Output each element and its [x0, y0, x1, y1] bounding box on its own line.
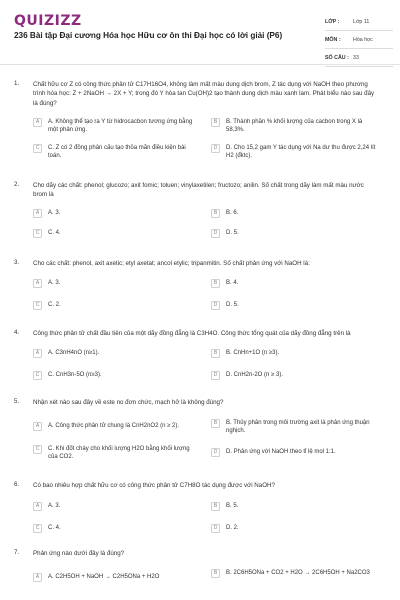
option-text: C. 2. [48, 302, 61, 308]
option-b[interactable] [211, 569, 376, 578]
meta-key: SỐ CÂU : [325, 54, 349, 61]
option-d[interactable] [211, 524, 376, 533]
option-text: B. 6. [226, 210, 239, 216]
meta-table [325, 13, 393, 67]
option-text: A. Không thể tạo ra Y từ hidrocacbon tương ứng bằng một phản ứng. [48, 119, 193, 134]
option-b[interactable] [211, 209, 376, 218]
option-letter-box: B [211, 279, 220, 288]
worksheet-header [0, 0, 400, 64]
question-text: Công thức phân tử chất đầu tiên của một dãy đồng đẳng là C3H4O. Công thức tổng quát của dãy đồng đẳng trên là [33, 330, 351, 337]
option-letter-box: A [33, 279, 42, 288]
meta-key: MÔN : [325, 36, 341, 43]
option-a[interactable] [33, 422, 198, 431]
option-letter-box: A [33, 502, 42, 511]
option-d[interactable] [211, 448, 376, 457]
option-text: B. CnHn+1O (n ≥3). [226, 350, 280, 356]
question-number: 4. [14, 329, 20, 336]
option-letter-box: C [33, 229, 42, 238]
option-text: C. 4. [48, 230, 61, 236]
option-b[interactable] [211, 279, 376, 288]
option-text: A. 3. [48, 503, 61, 509]
option-text: D. CnH2n-2O (n ≥ 3). [226, 372, 283, 378]
option-text: D. 2. [226, 525, 239, 531]
question-number: 6. [14, 481, 20, 488]
meta-row-class [325, 13, 393, 31]
option-b[interactable] [211, 118, 376, 135]
option-a[interactable] [33, 118, 198, 135]
option-a[interactable] [33, 279, 198, 288]
option-a[interactable] [33, 502, 198, 511]
question-text: Phản ứng nào dưới đây là đúng? [33, 550, 125, 557]
meta-value: 33 [353, 54, 359, 61]
question-number: 2. [14, 181, 20, 188]
option-letter-box: B [211, 502, 220, 511]
option-letter-box: A [33, 422, 42, 431]
option-text: C. CnH3n-5O (n≥3). [48, 372, 102, 378]
option-letter-box: D [211, 371, 220, 380]
option-letter-box: A [33, 118, 42, 127]
option-b[interactable] [211, 419, 376, 436]
option-text: A. 3. [48, 280, 61, 286]
option-d[interactable] [211, 229, 376, 238]
option-a[interactable] [33, 573, 198, 582]
option-letter-box: B [211, 349, 220, 358]
option-c[interactable] [33, 371, 198, 380]
option-letter-box: B [211, 209, 220, 218]
option-text: A. 3. [48, 210, 61, 216]
meta-value: Lớp 11 [353, 18, 370, 25]
option-c[interactable] [33, 301, 198, 310]
option-text: B. Thành phần % khối lượng của cacbon trong X là 58,3%. [226, 119, 363, 134]
option-letter-box: A [33, 349, 42, 358]
option-letter-box: D [211, 301, 220, 310]
question-text: Cho các chất: phenol, axit axetic; etyl axetat; ancol etylic; tripanmitin. Số chất phản ứng với NaOH là: [33, 260, 310, 267]
option-text: B. Thủy phân trong môi trường axit là phản ứng thuận nghịch. [226, 420, 370, 435]
option-letter-box: D [211, 229, 220, 238]
question-number: 1. [14, 80, 20, 87]
option-a[interactable] [33, 209, 198, 218]
option-text: D. Cho 15,2 gam Y tác dụng với Na dư thu được 2,24 lít H2 (đktc). [226, 145, 376, 160]
option-b[interactable] [211, 502, 376, 511]
option-text: B. 5. [226, 503, 239, 509]
option-letter-box: C [33, 144, 42, 153]
option-text: A. C2H5OH + NaOH → C2H5ONa + H2O [48, 574, 160, 580]
option-d[interactable] [211, 301, 376, 310]
option-b[interactable] [211, 349, 376, 358]
option-letter-box: D [211, 144, 220, 153]
option-letter-box: B [211, 419, 220, 428]
option-c[interactable] [33, 229, 198, 238]
option-letter-box: B [211, 569, 220, 578]
question-text: Có bao nhiêu hợp chất hữu cơ có công thức phân tử C7H8O tác dụng được với NaOH? [33, 482, 275, 489]
question-text: Chất hữu cơ Z có công thức phân tử C17H16O4, không làm mất màu dung dịch brom, Z tác dụng với NaOH theo phương trình hóa học: Z + 2NaOH → 2X + Y; trong đó Y hòa tan Cu(OH)2 tạo thành dung dịch màu xanh lam. Phát biểu nào sau đây là đúng? [33, 81, 375, 107]
option-text: C. Z có 2 đồng phân cấu tạo thỏa mãn điều kiện bài toán. [48, 145, 186, 160]
option-letter-box: D [211, 524, 220, 533]
question-text: Cho dãy các chất: phenol; glucozo; axit fomic; toluen; vinylaxetilen; fructozo; anilin. Số chất trong dãy làm mất màu nước brom là [33, 182, 364, 199]
meta-key: LỚP : [325, 18, 340, 25]
option-letter-box: A [33, 573, 42, 582]
question-text: Nhận xét nào sau đây về este no đơn chức, mạch hở là không đúng? [33, 399, 224, 406]
option-d[interactable] [211, 371, 376, 380]
option-text: D. 5. [226, 230, 239, 236]
option-letter-box: D [211, 448, 220, 457]
option-text: D. Phản ứng với NaOH theo tỉ lệ mol 1:1. [226, 449, 336, 455]
option-letter-box: C [33, 445, 42, 454]
option-d[interactable] [211, 144, 376, 161]
quizizz-logo: QUIZIZZ [14, 13, 82, 29]
question-number: 5. [14, 398, 20, 405]
option-text: B. 2C6H5ONa + CO2 + H2O → 2C6H5OH + Na2CO3 [226, 570, 370, 576]
worksheet-title: 236 Bài tập Đại cương Hóa học Hữu cơ ôn thi Đại học có lời giải (P6) [14, 31, 283, 40]
question-number: 7. [14, 549, 20, 556]
option-c[interactable] [33, 445, 198, 462]
option-c[interactable] [33, 144, 198, 161]
option-letter-box: C [33, 371, 42, 380]
meta-row-subject [325, 31, 393, 49]
option-text: D. 5. [226, 302, 239, 308]
option-text: A. Công thức phân tử chung là CnH2nO2 (n ≥ 2). [48, 423, 180, 429]
option-text: C. Khi đốt cháy cho khối lượng H2O bằng khối lượng của CO2. [48, 446, 190, 461]
option-letter-box: A [33, 209, 42, 218]
option-letter-box: B [211, 118, 220, 127]
question-number: 3. [14, 259, 20, 266]
meta-value: Hóa học [353, 36, 373, 43]
header-divider [0, 64, 400, 65]
option-letter-box: C [33, 301, 42, 310]
option-letter-box: C [33, 524, 42, 533]
option-c[interactable] [33, 524, 198, 533]
option-text: A. C3nH4nO (n≥1). [48, 350, 100, 356]
option-a[interactable] [33, 349, 198, 358]
option-text: C. 4. [48, 525, 61, 531]
option-text: B. 4. [226, 280, 239, 286]
